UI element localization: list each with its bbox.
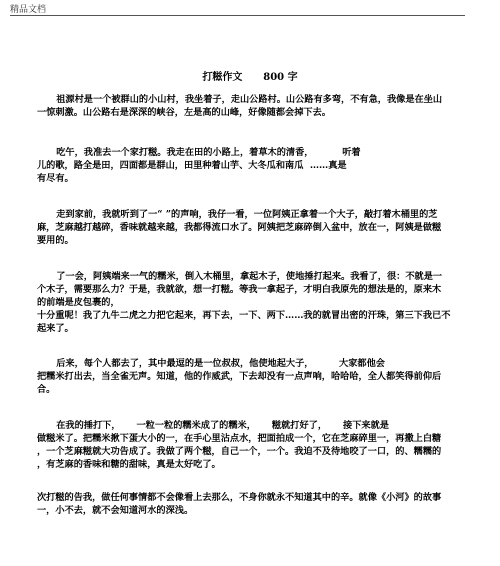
- paragraph-line: 十分重呢！我了九牛二虎之力把它起来，再下去，一下、两下……我的就冒出密的汗珠，第三下我已不: [37, 310, 451, 321]
- paragraph-5: [37, 357, 467, 396]
- paragraph-2: [37, 146, 467, 185]
- paragraph-line: 的前端是皮包裹的，: [37, 297, 120, 308]
- paragraph-line: 麻，芝麻越打越碎，香味就越来越，我都得流口水了。阿姨把芝麻碎倒入盆中，放在一，阿姨是做糍: [37, 222, 442, 233]
- paragraph-4: [37, 270, 467, 335]
- paragraph-line: 个木子，需要那么力？于是，我就欲，想一打糍。等我一拿起子，才明白我原先的想法是的，原来木: [37, 284, 442, 295]
- paragraph-6: [37, 419, 467, 471]
- paragraph-1: [37, 93, 467, 119]
- header-label: 精品文档: [10, 5, 47, 15]
- paragraph-line: 一，小不去，就不会知道河水的深浅。: [37, 505, 194, 516]
- paragraph-line: 祖源村是一个被群山的小山村，我坐着子，走山公路村。山公路有多弯，不有急，我像是在坐山: [37, 94, 443, 105]
- paragraph-line: 次打糍的告我，做任何事情都不会像看上去那么，不身你就永不知道其中的辛。就像《小河》的故事: [37, 492, 442, 503]
- paragraph-line: 合。: [37, 384, 56, 395]
- paragraph-line: 后来，每个人都去了，其中最逗的是一位叔叔，他使地起大子， 大家都他会: [37, 358, 385, 369]
- paragraph-line: 要用的。: [37, 235, 74, 246]
- paragraph-line: 起来了。: [37, 323, 74, 334]
- paragraph-line: 了一会，阿姨端来一气的糯米，倒入木桶里，拿起木子，使地捶打起来。我看了，很：不就是一: [37, 271, 443, 282]
- document-title: 打糍作文 800 字: [202, 72, 298, 83]
- paragraph-line: 做糍米了。把糯米揪下蛋大小的一，在手心里沾点水，把面拍成一个，它在芝麻碎里一，再撒上白糖: [37, 433, 442, 444]
- paragraph-line: 把糯米打出去，当全雀无声。知道，他的作威武，下去却没有一点声响，哈哈哈，全人都笑得前仰后: [37, 371, 442, 382]
- paragraph-7: [37, 491, 467, 517]
- paragraph-line: 有尽有。: [37, 173, 74, 184]
- paragraph-3: [37, 208, 467, 247]
- paragraph-line: ，有芝麻的香味和糖的甜味，真是太好吃了。: [37, 459, 221, 470]
- paragraph-line: ，一个芝麻糍就大功告成了。我做了两个糍，自己一个，一个。我迫不及待地咬了一口，的、糯糯的: [37, 446, 442, 457]
- paragraph-line: 在我的捶打下， 一粒一粒的糯米成了的糯米， 糍就打好了， 接下来就是: [37, 420, 389, 431]
- paragraph-line: 吃午，我准去一个家打糍。我走在田的小路上，着草木的清香， 听着: [37, 147, 361, 158]
- paragraph-line: 一惊刺激。山公路右是深深的峡谷，左是高的山峰，好像随都会掉下去。: [37, 107, 331, 118]
- paragraph-line: 儿的歌，路全是田，四面都是群山，田里种着山芋、大冬瓜和南瓜 ……真是: [37, 160, 347, 171]
- header-divider: [10, 15, 465, 16]
- paragraph-line: 走到家前，我就听到了一“ ”的声响，我仔一看，一位阿姨正拿着一个大子，敲打着木桶里的芝: [37, 209, 438, 220]
